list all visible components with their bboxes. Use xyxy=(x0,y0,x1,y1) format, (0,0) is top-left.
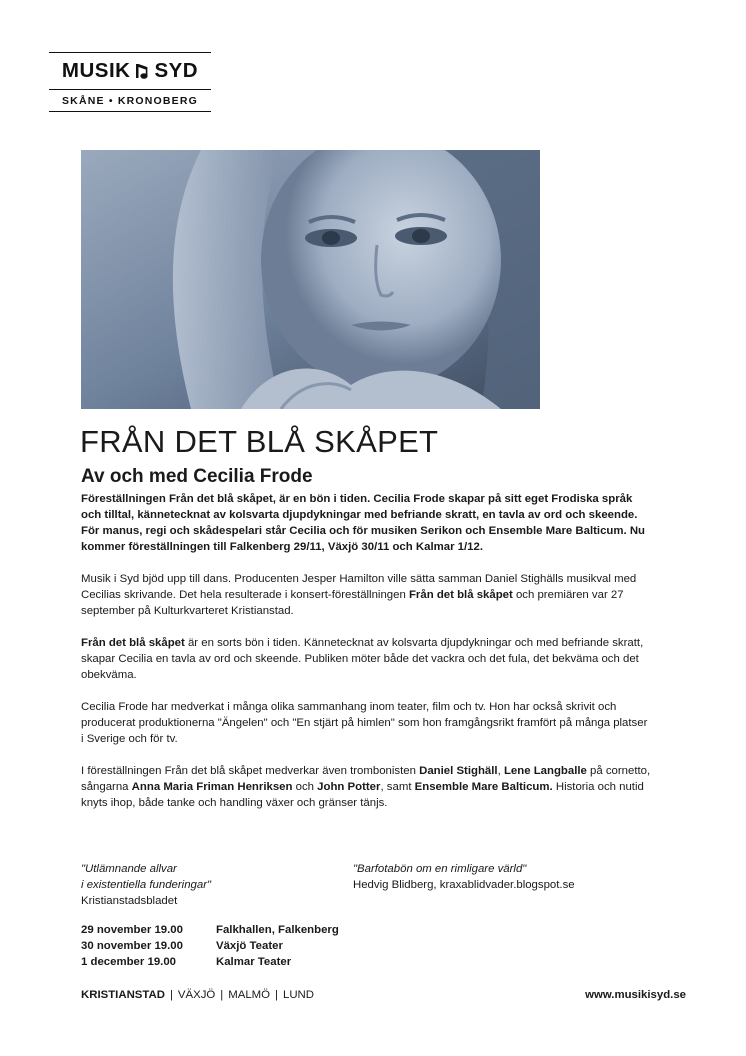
lead-paragraph: Föreställningen Från det blå skåpet, är en bön i tiden. Cecilia Frode skapar på sitt eget Frodiska språk och tilltal, kännetecknat av kolsvarta djupdykningar med befriande skratt, en tavla av ord och skeende. För manus, regi och skådespelari står Cecilia och för musiken Serikon och Ensemble Mare Balticum. Nu kommer föreställningen till Falkenberg 29/11, Växjö 30/11 och Kalmar 1/12. xyxy=(81,493,646,553)
paragraph-performers: I föreställningen Från det blå skåpet medverkar även trombonisten Daniel Stighäll, Lene Langballe på cornetto, sångarna Anna Maria Friman Henriksen och John Potter, samt Ensemble Mare Balticum. Historia och nutid knyts ihop, både tanke och handling växer och gränser tänjs. xyxy=(81,765,651,809)
website-link[interactable]: www.musikisyd.se xyxy=(585,989,686,1001)
paragraph-production: Musik i Syd bjöd upp till dans. Producenten Jesper Hamilton ville sätta samman Daniel Stighälls musikval med Cecilias skrivande. Det hela resulterade i konsert-föreställningen Från det blå skåpet och premiären var 27 september på Kulturkvarteret Kristianstad. xyxy=(81,573,637,617)
review-quote: "Utlämnande allvar i existentiella funderingar" Kristianstadsbladet xyxy=(81,863,212,907)
portrait-photo xyxy=(81,150,540,409)
paragraph-biography: Cecilia Frode har medverkat i många olika sammanhang inom teater, film och tv. Hon har också skrivit och producerat produktionerna "Ängelen" och "En stjärt på himlen" som hon framgångsrikt framfört på många platser i Sverige och för tv. xyxy=(81,701,648,745)
page-title: FRÅN DET BLÅ SKÅPET xyxy=(80,424,439,459)
portrait-image xyxy=(81,150,540,409)
date-row: 29 november 19.00 Falkhallen, Falkenberg xyxy=(81,924,339,936)
logo-text-musik: MUSIK xyxy=(61,59,131,82)
musik-i-syd-logo xyxy=(49,52,211,112)
review-quote: "Barfotabön om en rimligare värld" Hedvig Blidberg, kraxablidvader.blogspot.se xyxy=(353,863,575,891)
footer-cities: KRISTIANSTAD | VÄXJÖ | MALMÖ | LUND xyxy=(81,989,315,1001)
date-row: 30 november 19.00 Växjö Teater xyxy=(81,940,283,952)
page-subtitle: Av och med Cecilia Frode xyxy=(81,466,313,487)
logo-wordmark xyxy=(49,52,211,90)
page-footer xyxy=(81,989,686,1001)
paragraph-description: Från det blå skåpet är en sorts bön i tiden. Kännetecknat av kolsvarta djupdykningar och med befriande skratt, skapar Cecilia en tavla av ord och skeende. Publiken möter både det vackra och det fula, det bekväma och det obekväma. xyxy=(81,637,644,681)
logo-text-syd: SYD xyxy=(154,59,199,82)
performance-dates xyxy=(81,922,339,970)
article-body xyxy=(81,491,651,827)
music-note-icon xyxy=(135,62,149,80)
date-row: 1 december 19.00 Kalmar Teater xyxy=(81,956,292,968)
logo-region: SKÅNE • KRONOBERG xyxy=(49,90,211,112)
